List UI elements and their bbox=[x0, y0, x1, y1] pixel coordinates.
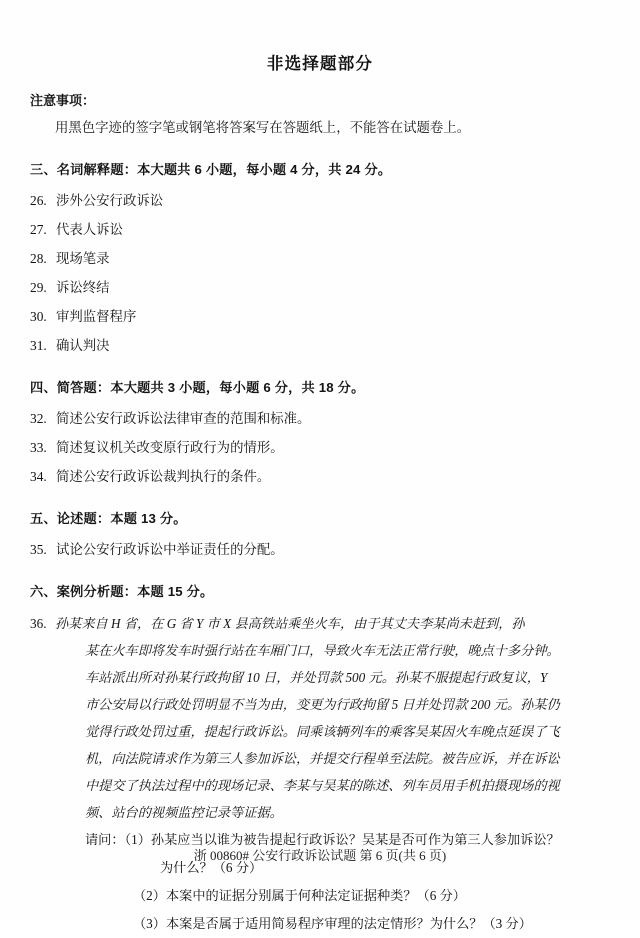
section-heading: 四、简答题：本大题共 3 小题，每小题 6 分，共 18 分。 bbox=[30, 380, 365, 395]
question-number: 35. bbox=[30, 542, 47, 557]
question-text: 诉讼终结 bbox=[56, 280, 110, 295]
section-heading: 三、名词解释题：本大题共 6 小题，每小题 4 分，共 24 分。 bbox=[30, 162, 392, 177]
question-text: 代表人诉讼 bbox=[56, 222, 123, 237]
question-number: 32. bbox=[30, 411, 47, 426]
question-number: 26. bbox=[30, 193, 47, 208]
question-text: 审判监督程序 bbox=[56, 309, 137, 324]
question-item bbox=[30, 404, 640, 433]
case-sub-question: （3）本案是否属于适用简易程序审理的法定情形？为什么？（3 分） bbox=[133, 916, 532, 931]
question-number: 29. bbox=[30, 280, 47, 295]
case-sub-question: （2）本案中的证据分别属于何种法定证据种类？（6 分） bbox=[133, 888, 466, 903]
section-essay bbox=[0, 505, 640, 564]
case-question-36 bbox=[30, 610, 640, 826]
question-item bbox=[30, 535, 640, 564]
question-number: 27. bbox=[30, 222, 47, 237]
case-line bbox=[30, 610, 640, 637]
question-number: 28. bbox=[30, 251, 47, 266]
section-terms bbox=[0, 156, 640, 360]
question-number: 33. bbox=[30, 440, 47, 455]
question-number: 30. bbox=[30, 309, 47, 324]
section-heading: 六、案例分析题：本题 15 分。 bbox=[30, 584, 214, 599]
question-text: 涉外公安行政诉讼 bbox=[56, 193, 164, 208]
question-item bbox=[30, 302, 640, 331]
case-line-text: 孙某来自 H 省，在 G 省 Y 市 X 县高铁站乘坐火车，由于其丈夫李某尚未赶到，孙 bbox=[55, 616, 525, 631]
case-line: 市公安局以行政处罚明显不当为由，变更为行政拘留 5 日并处罚款 200 元。孙某仍 bbox=[85, 697, 560, 712]
question-item bbox=[30, 215, 640, 244]
case-line: 某在火车即将发车时强行站在车厢门口，导致火车无法正常行驶，晚点十多分钟。 bbox=[85, 643, 560, 658]
notice-block bbox=[0, 88, 640, 142]
question-text: 简述复议机关改变原行政行为的情形。 bbox=[56, 440, 284, 455]
question-text: 简述公安行政诉讼法律审查的范围和标准。 bbox=[56, 411, 311, 426]
question-number: 36. bbox=[30, 616, 47, 631]
page-footer: 浙 00860# 公安行政诉讼试题 第 6 页(共 6 页) bbox=[193, 848, 447, 863]
question-number: 31. bbox=[30, 338, 47, 353]
case-line: 车站派出所对孙某行政拘留 10 日，并处罚款 500 元。孙某不服提起行政复议，Y bbox=[85, 670, 548, 685]
question-text: 简述公安行政诉讼裁判执行的条件。 bbox=[56, 469, 271, 484]
case-ask-lead-continuation: 为什么？（6 分） bbox=[160, 860, 263, 875]
section-heading: 五、论述题：本题 13 分。 bbox=[30, 511, 187, 526]
question-text: 确认判决 bbox=[56, 338, 110, 353]
question-text: 试论公安行政诉讼中举证责任的分配。 bbox=[56, 542, 284, 557]
section-short-answer bbox=[0, 374, 640, 491]
question-text: 现场笔录 bbox=[56, 251, 110, 266]
notice-label: 注意事项： bbox=[30, 93, 96, 108]
case-line: 频、站台的视频监控记录等证据。 bbox=[85, 805, 283, 820]
question-item bbox=[30, 273, 640, 302]
case-line: 觉得行政处罚过重，提起行政诉讼。同乘该辆列车的乘客吴某因火车晚点延误了飞 bbox=[85, 724, 560, 739]
question-item bbox=[30, 331, 640, 360]
notice-body: 用黑色字迹的签字笔或钢笔将答案写在答题纸上，不能答在试题卷上。 bbox=[55, 120, 471, 135]
question-item bbox=[30, 186, 640, 215]
case-line: 机，向法院请求作为第三人参加诉讼，并提交行程单至法院。被告应诉，并在诉讼 bbox=[85, 751, 560, 766]
question-item bbox=[30, 244, 640, 273]
page-title: 非选择题部分 bbox=[266, 55, 374, 73]
case-ask-lead: 请问：（1）孙某应当以谁为被告提起行政诉讼？吴某是否可作为第三人参加诉讼？ bbox=[85, 832, 560, 847]
question-number: 34. bbox=[30, 469, 47, 484]
question-item bbox=[30, 433, 640, 462]
case-line: 中提交了执法过程中的现场记录、李某与吴某的陈述、列车员用手机拍摄现场的视 bbox=[85, 778, 560, 793]
section-case-analysis bbox=[0, 578, 640, 938]
question-item bbox=[30, 462, 640, 491]
